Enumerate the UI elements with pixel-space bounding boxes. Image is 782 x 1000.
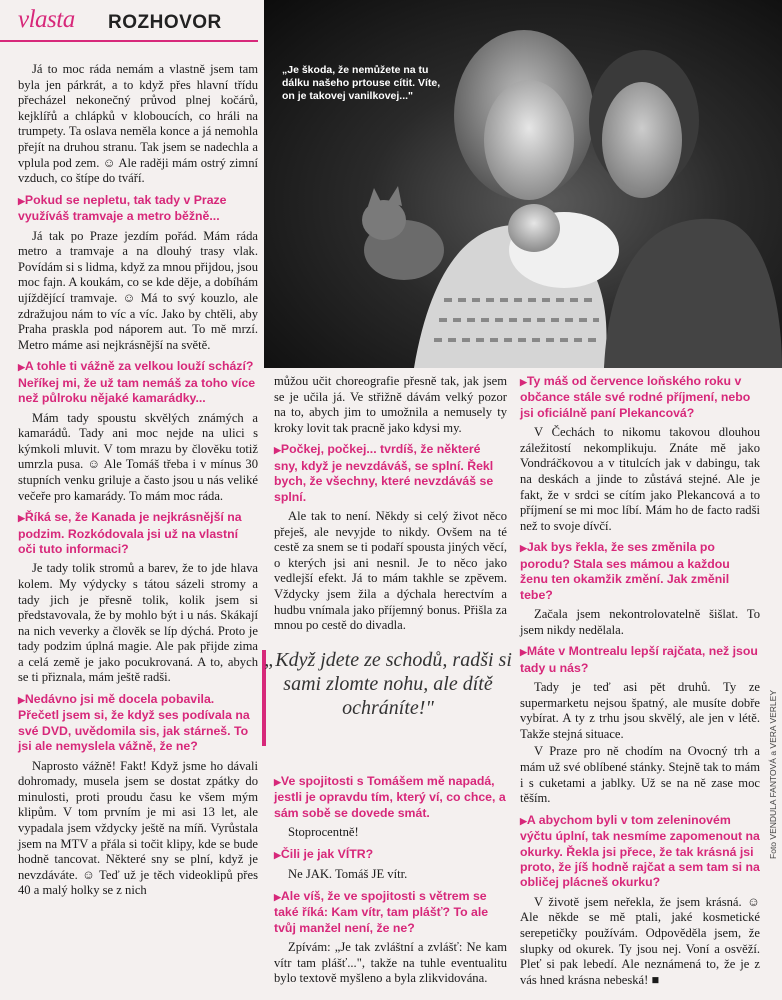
interview-question: ▶ Ty máš od července loňského roku v občance stále své rodné příjmení, nebo jsi oficiálně paní Plekancová? xyxy=(520,374,760,421)
article-column-3 xyxy=(520,374,760,990)
article-end-mark: ■ xyxy=(651,972,660,987)
paragraph: můžou učit choreografie přesně tak, jak jsem se je učila já. Ve střižně dávám velký pozor na to, abych jim to umožnila a nemusely ty kroky lovit tak pracně jako kdysi my. xyxy=(274,374,507,435)
final-paragraph-text: V životě jsem neřekla, že jsem krásná. ☺ Ale někde se mě ptali, jaké kosmetické serepetičky používám. Odpověděla jsem, že slupky od okurek. Ty jsou nej. Voní a osvěží. Pleť si pak lebedí. Ale neznámená to, že je z vás hned krásna nebeská! xyxy=(520,894,760,987)
paragraph: Naprosto vážně! Fakt! Když jsme ho dávali dohromady, musela jsem se dostat zpátky do minulosti, proti proudu času ke všem mým klipům. V tom prvním je mi asi 13 let, ale vypadala jsem vždycky ještě na míň. Vyrůstala jsem na MTV a přála si točit klipy, kde se bude hodně tancovat. Některé sny se plní, když je nevzdáváte. ☺ Teď už je těch videoklipů přes 40 a malý holky se z nich xyxy=(18,758,258,898)
paragraph: Tady je teď asi pět druhů. Ty ze supermarketu nejsou špatný, ale musíte dobře vybírat. A ty z trhu jsou skvělý, ale jen v létě. Takže stejná situace. xyxy=(520,680,760,741)
interview-question: ▶ Říká se, že Kanada je nejkrásnější na podzim. Rozkódovala jsi už na vlastní oči tuto informaci? xyxy=(18,510,258,557)
magazine-brand: vlasta xyxy=(18,6,75,33)
article-column-2-lower xyxy=(274,768,507,989)
interview-question: ▶ Nedávno jsi mě docela pobavila. Přečetl jsem si, že když ses podívala na své DVD, uvědomila sis, jak stárneš. To jsi ale nemyslela vážně, že ne? xyxy=(18,692,258,755)
interview-question: ▶ Jak bys řekla, že ses změnila po porodu? Stala ses mámou a každou ženu ten okamžik změní. Jak změnil tebe? xyxy=(520,540,760,603)
family-photo xyxy=(264,0,782,368)
interview-question: ▶ Počkej, počkej... tvrdíš, že některé sny, když je nevzdáváš, se splní. Řekl bych, že všechny, které nevzdáváš se splní. xyxy=(274,442,507,505)
paragraph: Já to moc ráda nemám a vlastně jsem tam byla jen párkrát, a to když přes hlavní třídu přecházel nekonečný průvod plnej kočárů, kejklířů a chlápků v kloboucích, co hráli na trumpety. Ta oslava neměla konce a já nemohla přejít na druhou stranu. Tak jsem se nadechla a vplula pod zem. ☺ Ale raději mám ostrý zimní vzduch, co štípe do tváří. xyxy=(18,62,258,186)
magazine-header xyxy=(0,0,250,42)
paragraph: Zpívám: „Je tak zvláštní a zvlášť: Ne kam vítr tam plášť...", takže na tuhle eventualitu bylo textově myšleno a byla zlikvidována. xyxy=(274,940,507,986)
paragraph: V Praze pro ně chodím na Ovocný trh a mám už své oblíbené stánky. Stejně tak to mám i s cuketami a jablky. Už se na ně zase moc těším. xyxy=(520,744,760,806)
family-photo-illustration xyxy=(264,0,782,368)
interview-question: ▶ Ale víš, že ve spojitosti s větrem se také říká: Kam vítr, tam plášť? To ale tvůj manžel není, že ne? xyxy=(274,889,507,936)
paragraph: V Čechách to nikomu takovou dlouhou záležitostí nekomplikuju. Znáte mě jako Vondráčkovou a v titulcích jak v dabingu, tak na deskách a jinde to zůstává stejné. Ale je fakt, že v srdci se cítím jako Plekancová a to příjmení se mi moc líbí. Mám ho de facto radši než to svoje dívčí. xyxy=(520,425,760,533)
photo-caption: „Je škoda, že nemůžete na tu dálku našeho prtouse cítit. Víte, on je takovej vanilkovej..." xyxy=(282,64,441,103)
paragraph: Je tady tolik stromů a barev, že to jde hlava kolem. My výdycky s tátou sázeli stromy a tady jich je přesně tolik, kolik jsem si představovala, že by mohlo být i u nás. Skákají na nich veverky a člověk se líp dýchá. Proto je tady podzim úplná magie. Ale pak přijde zima a celá země je jako pocukrovaná. A to, abych se ti přiznala, mám ještě radši. xyxy=(18,561,258,685)
pull-quote: „Když jdete ze schodů, radši si sami zlomte nohu, ale dítě ochráníte!" xyxy=(264,649,512,719)
article-column-1 xyxy=(18,62,258,901)
section-title: ROZHOVOR xyxy=(108,12,222,33)
interview-question: ▶ Čili je jak VÍTR? xyxy=(274,847,507,863)
paragraph: Začala jsem nekontrolovatelně šišlat. To jsem nikdy nedělala. xyxy=(520,607,760,637)
interview-question: ▶ Máte v Montrealu lepší rajčata, než jsou tady u nás? xyxy=(520,644,760,676)
paragraph: Ne JAK. Tomáš JE vítr. xyxy=(288,867,408,882)
article-column-2 xyxy=(274,374,507,636)
interview-question: ▶ A tohle ti vážně za velkou louží schází? Neříkej mi, že už tam nemáš za toho více než půlroku nějaké kamarádky... xyxy=(18,359,258,406)
paragraph xyxy=(520,895,760,989)
interview-question: ▶ A abychom byli v tom zeleninovém výčtu úplní, tak nesmíme zapomenout na okurky. Řekla jsi přece, že tak krásná jsi proto, že jíš hodně rajčat a sem tam si na obličej plácneš okurku? xyxy=(520,813,760,891)
photo-credit: Foto VENDULA FANTOVÁ a VERA VERLEY xyxy=(768,690,778,859)
interview-question: ▶ Pokud se nepletu, tak tady v Praze využíváš tramvaje a metro běžně... xyxy=(18,193,258,225)
paragraph: Stoprocentně! xyxy=(288,825,359,840)
paragraph: Ale tak to není. Někdy si celý život něco přeješ, ale nevyjde to nikdy. Ovšem na té cestě za snem se ti podaří spousta jiných věcí, o kterých jsi ani nesnil. Je to něco jako vedlejší efekt. Já to mám takhle se zpěvem. Vždycky jsem žila a dýchala herectvím a hudbu vnímala jako příjemný bonus. Přišla za mnou po cestě do divadla. xyxy=(274,509,507,633)
paragraph: Mám tady spoustu skvělých známých a kamarádů. Tady ani moc nejde na ulici s kýmkoli mluvit. V tom mrazu by člověku totiž umrzla pusa. ☺ Ale Tomáš třeba i v mínus 30 stupních venku griluje a často jsou u nás veliké večeře pro kamarády. To mám moc ráda. xyxy=(18,410,258,503)
header-rule xyxy=(0,40,258,42)
paragraph: Já tak po Praze jezdím pořád. Mám ráda metro a tramvaje a na dlouhý trasy vlak. Povídám si s lidma, když za mnou přijdou, jsou moc fajn. A koukám, co se kde děje, a dobíhám ujíždějící tramvaje. ☺ Má to svý kouzlo, ale zdražujou nám to víc a víc. Jako by chtěli, aby Praha praskla pod náporem aut. To mě mrzí. Metro máme asi nejkrásnější na světě. xyxy=(18,228,258,352)
interview-question: ▶ Ve spojitosti s Tomášem mě napadá, jestli je opravdu tím, který ví, co chce, a sám sobě se dovede smát. xyxy=(274,774,507,821)
